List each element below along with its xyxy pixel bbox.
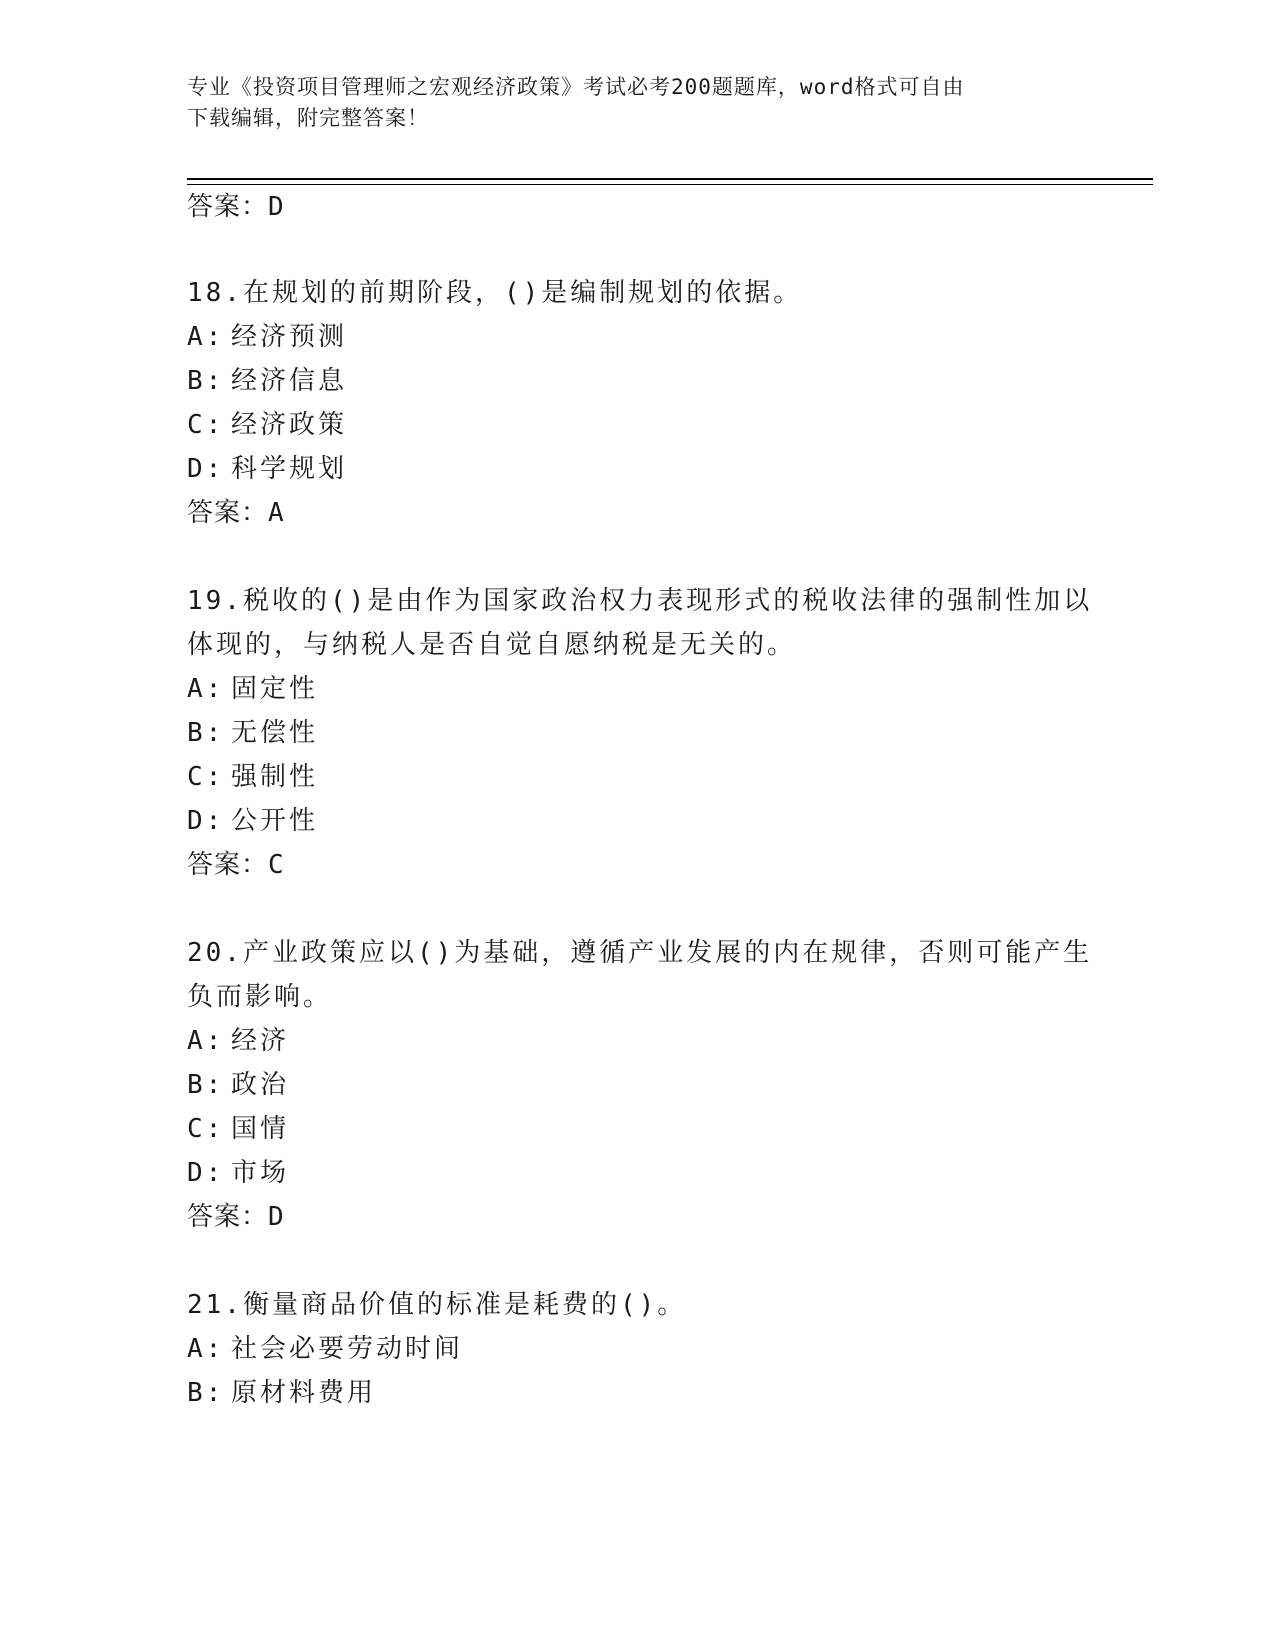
option-letter: A: — [187, 674, 225, 704]
question-text: 18.在规划的前期阶段，()是编制规划的依据。 — [187, 278, 803, 308]
option-letter: B: — [187, 718, 225, 748]
option-b — [187, 1372, 376, 1409]
answer-line — [187, 186, 285, 223]
option-text: 原材料费用 — [231, 1378, 377, 1408]
option-text: 固定性 — [231, 674, 319, 704]
answer-line — [187, 844, 285, 881]
answer-value: D — [268, 1202, 285, 1232]
answer-label: 答案： — [187, 192, 269, 222]
option-text: 无偿性 — [231, 718, 319, 748]
option-text: 经济预测 — [231, 322, 348, 352]
answer-line — [187, 492, 285, 529]
option-d — [187, 800, 318, 837]
option-c — [187, 1108, 289, 1145]
option-a — [187, 316, 347, 353]
option-text: 科学规划 — [231, 454, 348, 484]
answer-label: 答案： — [187, 1202, 269, 1232]
option-d — [187, 448, 347, 485]
option-text: 市场 — [231, 1158, 290, 1188]
option-text: 政治 — [231, 1070, 290, 1100]
option-text: 社会必要劳动时间 — [231, 1334, 464, 1364]
option-letter: A: — [187, 1334, 225, 1364]
answer-value: D — [268, 192, 285, 222]
option-b — [187, 360, 347, 397]
question-text: 19.税收的()是由作为国家政治权力表现形式的税收法律的强制性加以 — [187, 586, 1093, 616]
option-b — [187, 1064, 289, 1101]
header-rule-thick — [187, 178, 1153, 180]
option-letter: B: — [187, 1378, 225, 1408]
answer-label: 答案： — [187, 498, 269, 528]
option-a — [187, 1020, 289, 1057]
option-a — [187, 668, 318, 705]
question-text-continued: 负而影响。 — [187, 982, 333, 1012]
answer-value: C — [268, 850, 285, 880]
option-text: 经济政策 — [231, 410, 348, 440]
option-a — [187, 1328, 463, 1365]
option-letter: D: — [187, 454, 225, 484]
option-b — [187, 712, 318, 749]
option-letter: C: — [187, 762, 225, 792]
header-line-2: 下载编辑，附完整答案！ — [187, 106, 429, 130]
option-letter: A: — [187, 1026, 225, 1056]
option-text: 公开性 — [231, 806, 319, 836]
page-header — [187, 72, 1067, 134]
answer-line — [187, 1196, 285, 1233]
option-letter: A: — [187, 322, 225, 352]
option-letter: D: — [187, 806, 225, 836]
option-c — [187, 756, 318, 793]
option-c — [187, 404, 347, 441]
option-text: 经济信息 — [231, 366, 348, 396]
option-letter: D: — [187, 1158, 225, 1188]
option-text: 国情 — [231, 1114, 290, 1144]
option-text: 强制性 — [231, 762, 319, 792]
option-letter: B: — [187, 1070, 225, 1100]
answer-value: A — [268, 498, 285, 528]
question-text-continued: 体现的，与纳税人是否自觉自愿纳税是无关的。 — [187, 630, 797, 660]
header-rule-thin — [187, 184, 1153, 185]
answer-label: 答案： — [187, 850, 269, 880]
option-d — [187, 1152, 289, 1189]
option-letter: B: — [187, 366, 225, 396]
header-line-1: 专业《投资项目管理师之宏观经济政策》考试必考200题题库，word格式可自由 — [187, 75, 965, 99]
question-text: 20.产业政策应以()为基础，遵循产业发展的内在规律，否则可能产生 — [187, 938, 1093, 968]
option-text: 经济 — [231, 1026, 290, 1056]
question-text: 21.衡量商品价值的标准是耗费的()。 — [187, 1290, 687, 1320]
option-letter: C: — [187, 410, 225, 440]
option-letter: C: — [187, 1114, 225, 1144]
